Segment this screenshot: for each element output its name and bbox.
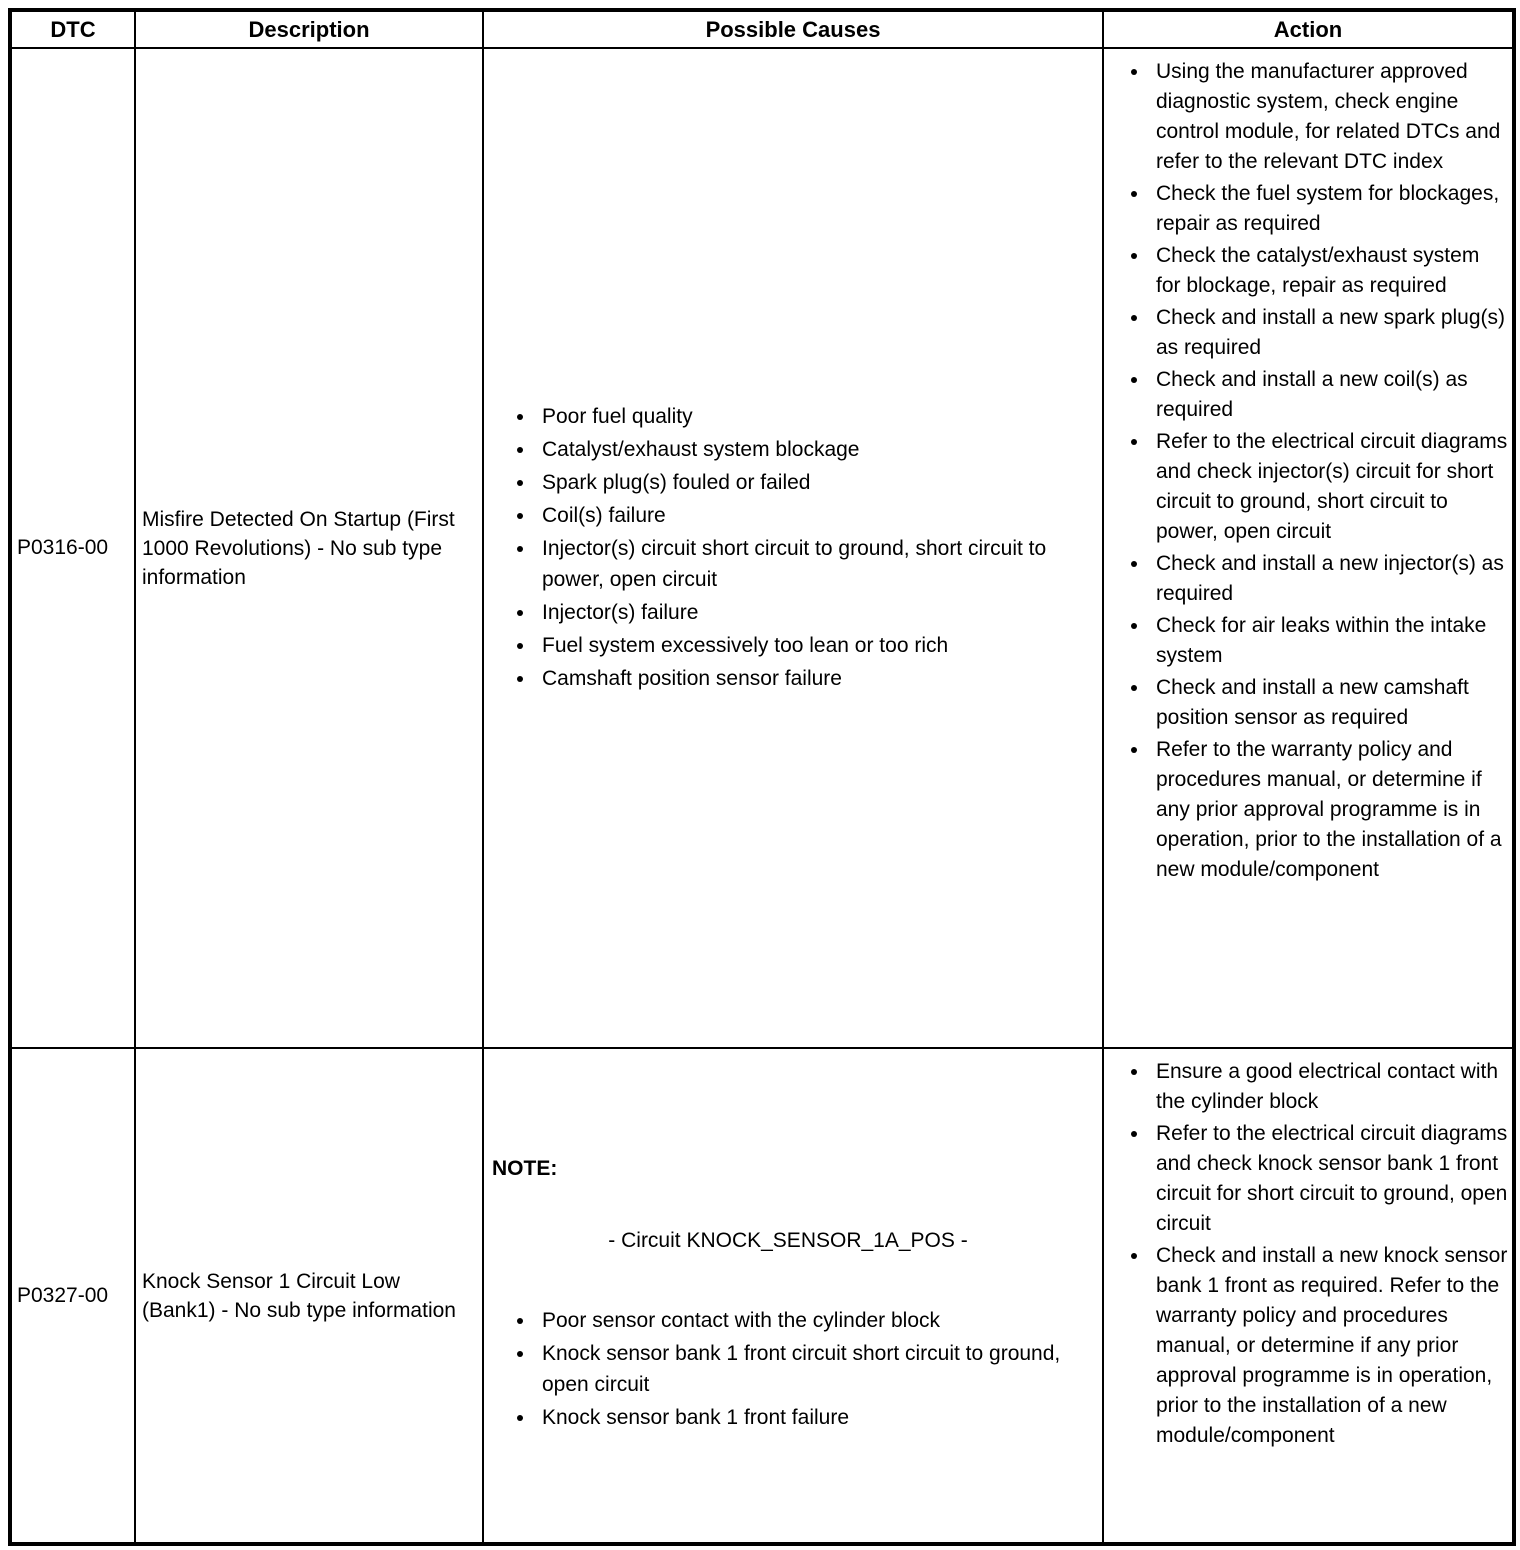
bullet-item: • Check and install a new knock sensor bank 1 front as required. Refer to the warranty policy and procedures manual, or determine if any prior approval programme is in operation, prior to the installation of a new module/component (1150, 1241, 1508, 1451)
bullet-item: • Injector(s) circuit short circuit to ground, short circuit to power, open circuit (536, 533, 1092, 595)
bullet-item: • Check and install a new coil(s) as required (1150, 365, 1508, 425)
table-header (10, 10, 1514, 48)
causes-list (484, 1305, 1092, 1433)
dtc-code-cell: P0316-00 (10, 48, 135, 1048)
column-header-dtc: DTC (10, 10, 135, 48)
bullet-item: • Refer to the electrical circuit diagrams and check injector(s) circuit for short circuit to ground, short circuit to power, open circuit (1150, 427, 1508, 547)
description-cell: Knock Sensor 1 Circuit Low (Bank1) - No sub type information (135, 1048, 483, 1544)
bullet-item: • Catalyst/exhaust system blockage (536, 434, 1092, 465)
bullet-item: • Refer to the warranty policy and procedures manual, or determine if any prior approval programme is in operation, prior to the installation of a new module/component (1150, 735, 1508, 885)
bullet-item: • Coil(s) failure (536, 500, 1092, 531)
header-row (10, 10, 1514, 48)
bullet-item: • Check and install a new injector(s) as required (1150, 549, 1508, 609)
bullet-item: • Using the manufacturer approved diagnostic system, check engine control module, for related DTCs and refer to the relevant DTC index (1150, 57, 1508, 177)
table-body (10, 48, 1514, 1544)
action-cell (1103, 48, 1514, 1048)
bullet-item: • Poor fuel quality (536, 401, 1092, 432)
table-row (10, 1048, 1514, 1544)
bullet-item: • Check the fuel system for blockages, repair as required (1150, 179, 1508, 239)
note-label: NOTE: (492, 1156, 558, 1180)
dtc-code-cell: P0327-00 (10, 1048, 135, 1544)
bullet-item: • Check and install a new camshaft position sensor as required (1150, 673, 1508, 733)
note-circuit-text: - Circuit KNOCK_SENSOR_1A_POS - (608, 1228, 968, 1252)
actions-list (1104, 1057, 1508, 1451)
note-block (484, 1157, 1092, 1253)
column-header-description: Description (135, 10, 483, 48)
bullet-item: • Poor sensor contact with the cylinder block (536, 1305, 1092, 1336)
possible-causes-cell (483, 48, 1103, 1048)
action-cell (1103, 1048, 1514, 1544)
bullet-item: • Ensure a good electrical contact with the cylinder block (1150, 1057, 1508, 1117)
description-cell: Misfire Detected On Startup (First 1000 Revolutions) - No sub type information (135, 48, 483, 1048)
bullet-item: • Check for air leaks within the intake system (1150, 611, 1508, 671)
actions-list (1104, 57, 1508, 885)
bullet-item: • Refer to the electrical circuit diagrams and check knock sensor bank 1 front circuit for short circuit to ground, open circuit (1150, 1119, 1508, 1239)
bullet-item: • Injector(s) failure (536, 597, 1092, 628)
dtc-table (8, 8, 1516, 1546)
causes-list (484, 401, 1092, 694)
bullet-item: • Knock sensor bank 1 front failure (536, 1402, 1092, 1433)
bullet-item: • Knock sensor bank 1 front circuit short circuit to ground, open circuit (536, 1338, 1092, 1400)
bullet-item: • Camshaft position sensor failure (536, 663, 1092, 694)
bullet-item: • Check the catalyst/exhaust system for blockage, repair as required (1150, 241, 1508, 301)
table-row (10, 48, 1514, 1048)
column-header-action: Action (1103, 10, 1514, 48)
bullet-item: • Fuel system excessively too lean or too rich (536, 630, 1092, 661)
bullet-item: • Spark plug(s) fouled or failed (536, 467, 1092, 498)
possible-causes-cell (483, 1048, 1103, 1544)
column-header-possible-causes: Possible Causes (483, 10, 1103, 48)
bullet-item: • Check and install a new spark plug(s) as required (1150, 303, 1508, 363)
